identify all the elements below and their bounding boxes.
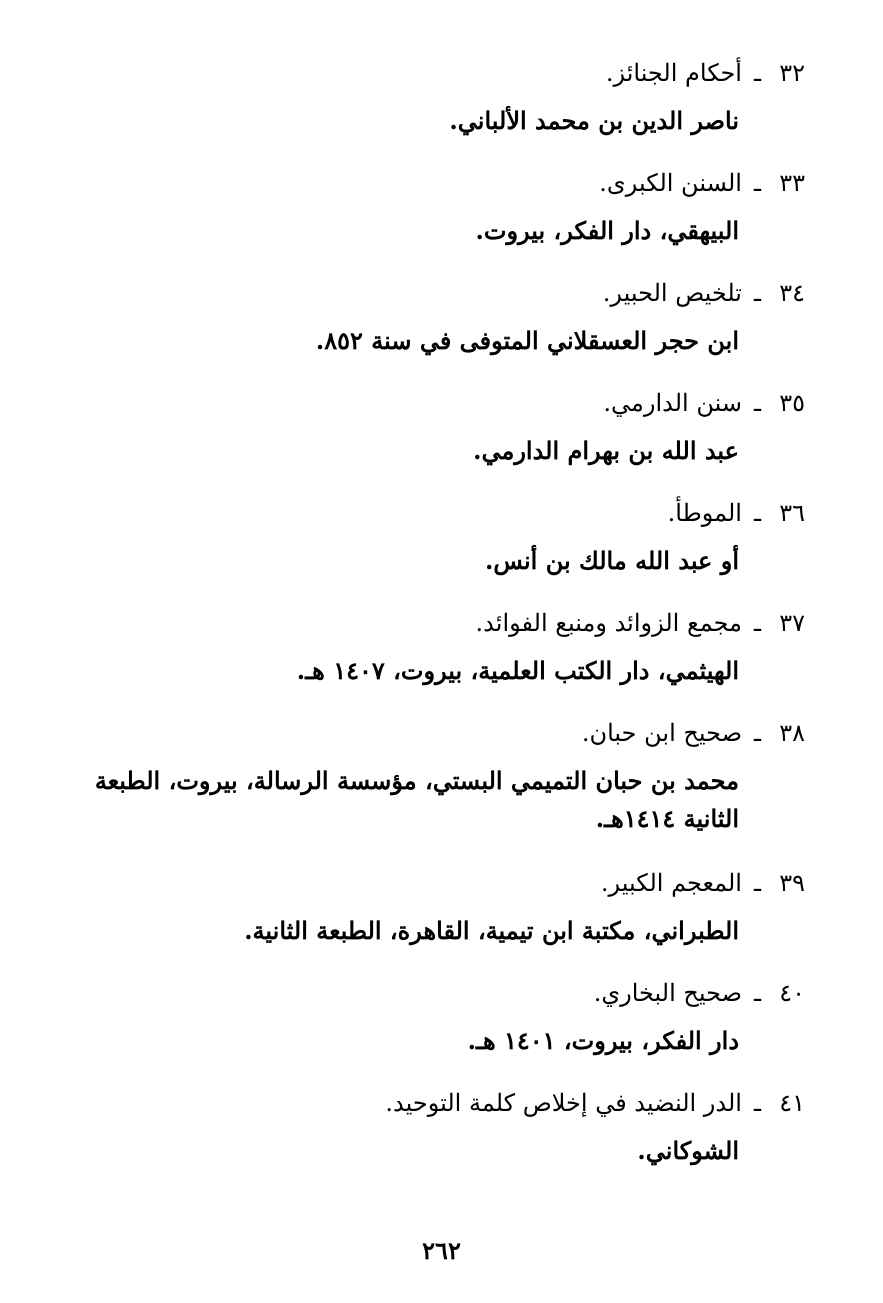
entry-title-line [75,380,805,426]
entry-title: السنن الكبرى. [599,169,742,197]
entry-number: ٣٧ [779,609,805,637]
entry-title: الموطأ. [667,499,742,527]
entry-title-line [75,160,805,206]
entry-author: ناصر الدين بن محمد الألباني. [449,106,739,135]
entry-title: سنن الدارمي. [603,389,742,417]
bibliography-entry [75,490,805,600]
bibliography-entry [75,970,805,1080]
entry-separator: ـ [753,389,761,417]
entry-author: الطبراني، مكتبة ابن تيمية، القاهرة، الطبعة الثانية. [244,916,739,945]
entry-separator: ـ [753,609,761,637]
entry-separator: ـ [753,719,761,747]
entry-title-line [75,600,805,646]
entry-separator: ـ [753,169,761,197]
entry-title: الدر النضيد في إخلاص كلمة التوحيد. [385,1089,742,1117]
entry-author: عبد الله بن بهرام الدارمي. [473,436,739,465]
entry-author: الشوكاني. [637,1136,739,1165]
entry-separator: ـ [753,279,761,307]
entry-title: صحيح البخاري. [593,979,742,1007]
entry-separator: ـ [753,499,761,527]
entry-title: تلخيص الحبير. [602,279,742,307]
entry-title-line [75,1080,805,1126]
bibliography-entry [75,600,805,710]
entry-title: مجمع الزوائد ومنبع الفوائد. [475,609,742,637]
bibliography-entry [75,1080,805,1190]
entry-author: دار الفكر، بيروت، ١٤٠١ هـ. [467,1026,739,1055]
bibliography-list [75,50,805,1190]
bibliography-entry [75,270,805,380]
bibliography-entry [75,50,805,160]
page-number: ٢٦٢ [422,1236,461,1265]
entry-number: ٣٨ [779,719,805,747]
entry-title-line [75,490,805,536]
entry-number: ٤٠ [779,979,805,1007]
entry-separator: ـ [753,59,761,87]
entry-author: البيهقي، دار الفكر، بيروت. [475,216,739,245]
bibliography-entry [75,380,805,490]
entry-number: ٣٩ [779,869,805,897]
entry-author: الهيثمي، دار الكتب العلمية، بيروت، ١٤٠٧ هـ. [296,656,739,685]
entry-title-line [75,710,805,756]
bibliography-entry [75,860,805,970]
entry-author: محمد بن حبان التميمي البستي، مؤسسة الرسالة، بيروت، الطبعة الثانية ١٤١٤هـ. [94,766,739,833]
entry-number: ٣٣ [779,169,805,197]
entry-title-line [75,860,805,906]
entry-number: ٣٢ [779,59,805,87]
bibliography-entry [75,710,805,860]
bibliography-entry [75,160,805,270]
entry-title-line [75,50,805,96]
entry-title: صحيح ابن حبان. [581,719,742,747]
entry-title-line [75,270,805,316]
entry-title-line [75,970,805,1016]
entry-title: المعجم الكبير. [600,869,742,897]
entry-separator: ـ [753,979,761,1007]
entry-number: ٣٥ [779,389,805,417]
entry-author: ابن حجر العسقلاني المتوفى في سنة ٨٥٢. [315,326,739,355]
entry-number: ٤١ [779,1089,805,1117]
entry-title: أحكام الجنائز. [605,59,742,87]
entry-author: أو عبد الله مالك بن أنس. [485,546,739,575]
entry-separator: ـ [753,1089,761,1117]
entry-separator: ـ [753,869,761,897]
entry-number: ٣٤ [779,279,805,307]
entry-number: ٣٦ [779,499,805,527]
